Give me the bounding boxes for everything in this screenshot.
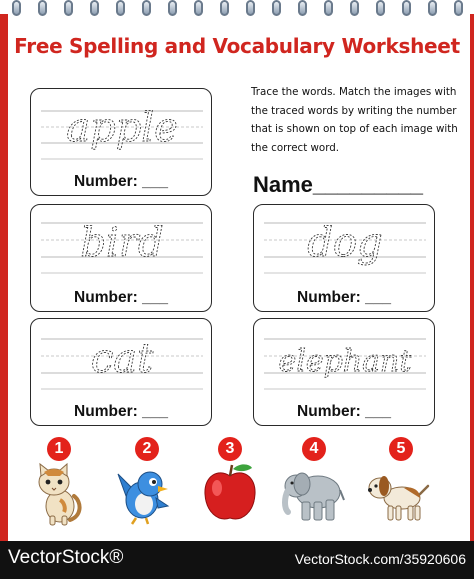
- instructions-text: Trace the words. Match the images with the traced words by writing the number that is shown on top of each image with the correct word.: [251, 86, 458, 154]
- trace-card-cat: [30, 318, 212, 426]
- cat-icon: [30, 462, 86, 526]
- binding-ring: [142, 0, 151, 16]
- number-label[interactable]: Number: ___: [74, 289, 168, 306]
- binding-ring: [116, 0, 125, 16]
- left-red-border: [0, 14, 8, 541]
- number-badge: 2: [135, 437, 159, 461]
- worksheet-title: Free Spelling and Vocabulary Worksheet: [14, 34, 460, 58]
- number-badge: 1: [47, 437, 71, 461]
- image-url: VectorStock.com/35920606: [294, 551, 466, 567]
- trace-card-apple: [30, 88, 212, 196]
- brand-logo: VectorStock®: [8, 547, 124, 568]
- binding-ring: [428, 0, 437, 16]
- traced-word: dog: [307, 220, 383, 266]
- trace-card-bird: [30, 204, 212, 312]
- name-field[interactable]: Name_________: [253, 172, 424, 197]
- traced-word: elephant: [278, 344, 412, 379]
- traced-word: cat: [90, 336, 154, 382]
- binding-ring: [194, 0, 203, 16]
- apple-icon: [200, 462, 260, 524]
- binding-ring: [298, 0, 307, 16]
- binding-ring: [272, 0, 281, 16]
- right-red-border: [470, 14, 474, 541]
- binding-ring: [324, 0, 333, 16]
- binding-ring: [350, 0, 359, 16]
- number-label[interactable]: Number: ___: [74, 403, 168, 420]
- trace-card-elephant: [253, 318, 435, 426]
- number-badge: 5: [389, 437, 413, 461]
- binding-ring: [376, 0, 385, 16]
- binding-ring: [90, 0, 99, 16]
- binding-ring: [168, 0, 177, 16]
- binding-ring: [454, 0, 463, 16]
- number-badge: 4: [302, 437, 326, 461]
- number-label[interactable]: Number: ___: [297, 289, 391, 306]
- trace-card-dog: [253, 204, 435, 312]
- number-label[interactable]: Number: ___: [297, 403, 391, 420]
- binding-ring: [64, 0, 73, 16]
- binding-ring: [402, 0, 411, 16]
- binding-ring: [38, 0, 47, 16]
- number-label[interactable]: Number: ___: [74, 173, 168, 190]
- footer-bar: [0, 541, 474, 579]
- elephant-icon: [280, 466, 346, 524]
- traced-word: bird: [80, 220, 164, 266]
- binding-ring: [220, 0, 229, 16]
- bird-icon: [112, 462, 172, 526]
- number-badge: 3: [218, 437, 242, 461]
- binding-ring: [246, 0, 255, 16]
- dog-icon: [366, 466, 430, 524]
- binding-ring: [12, 0, 21, 16]
- traced-word: apple: [66, 105, 178, 151]
